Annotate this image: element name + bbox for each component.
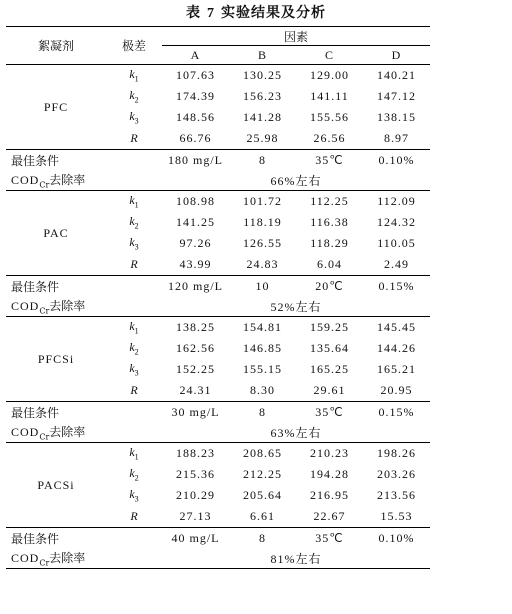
empty-cell xyxy=(106,276,162,297)
header-col-d: D xyxy=(363,46,430,65)
value-cell: 2.49 xyxy=(384,257,409,271)
range-label xyxy=(106,443,162,465)
range-symbol: k xyxy=(129,340,135,355)
value-cell: 15.53 xyxy=(380,509,413,523)
empty-cell xyxy=(106,402,162,423)
range-subscript: 2 xyxy=(134,473,139,483)
range-subscript: 1 xyxy=(134,74,139,84)
empty-cell xyxy=(106,548,162,569)
range-symbol: k xyxy=(129,235,135,250)
value-cell: 27.13 xyxy=(179,509,212,523)
value-cell: 141.25 xyxy=(176,215,215,229)
caption-prefix: 表 xyxy=(186,5,201,21)
cod-label-main: COD xyxy=(11,298,40,313)
value-cell: 124.32 xyxy=(377,215,416,229)
best-condition-row xyxy=(6,528,430,549)
value-cell: 135.64 xyxy=(310,341,349,355)
cod-label-sub: Cr xyxy=(39,558,50,568)
range-symbol: k xyxy=(129,319,135,334)
flocculant-name: PFCSi xyxy=(37,351,75,366)
empty-cell xyxy=(106,422,162,443)
value-cell: 101.72 xyxy=(243,194,282,208)
cod-removal-value: 81%左右 xyxy=(162,548,430,569)
range-subscript: 1 xyxy=(134,200,139,210)
table-header xyxy=(6,27,430,65)
best-condition-value: 8 xyxy=(229,528,296,549)
range-symbol: k xyxy=(129,361,135,376)
range-subscript: 2 xyxy=(134,221,139,231)
empty-cell xyxy=(106,170,162,191)
value-cell: 212.25 xyxy=(243,467,282,481)
value-cell: 148.56 xyxy=(176,110,215,124)
value-cell: 141.28 xyxy=(243,110,282,124)
value-cell: 107.63 xyxy=(176,68,215,82)
range-label xyxy=(106,65,162,87)
value-cell: 154.81 xyxy=(243,320,282,334)
best-condition-label: 最佳条件 xyxy=(6,528,106,549)
range-label xyxy=(106,86,162,107)
value-cell: 108.98 xyxy=(176,194,215,208)
value-cell: 174.39 xyxy=(176,89,215,103)
range-subscript: 3 xyxy=(134,368,139,378)
best-condition-row xyxy=(6,402,430,423)
header-flocculant: 絮凝剂 xyxy=(6,27,106,65)
value-cell: 8.30 xyxy=(250,383,275,397)
value-cell: 198.26 xyxy=(377,446,416,460)
cod-label-rest: 去除率 xyxy=(49,550,86,565)
value-cell: 152.25 xyxy=(176,362,215,376)
cod-removal-label xyxy=(6,548,106,569)
value-cell: 210.23 xyxy=(310,446,349,460)
range-subscript: 2 xyxy=(134,95,139,105)
range-label xyxy=(106,380,162,402)
cod-removal-value: 52%左右 xyxy=(162,296,430,317)
range-symbol: k xyxy=(129,109,135,124)
best-condition-value: 35℃ xyxy=(296,402,363,423)
value-cell: 126.55 xyxy=(243,236,282,250)
value-cell: 118.19 xyxy=(243,215,282,229)
cod-removal-label xyxy=(6,422,106,443)
table-body xyxy=(6,65,430,569)
value-cell: 138.15 xyxy=(377,110,416,124)
range-subscript: 2 xyxy=(134,347,139,357)
best-condition-label: 最佳条件 xyxy=(6,276,106,297)
range-symbol: R xyxy=(130,509,138,523)
range-symbol: R xyxy=(130,257,138,271)
range-label xyxy=(106,107,162,128)
range-subscript: 3 xyxy=(134,116,139,126)
range-symbol: k xyxy=(129,193,135,208)
value-cell: 116.38 xyxy=(310,215,349,229)
header-col-b: B xyxy=(229,46,296,65)
value-cell: 215.36 xyxy=(176,467,215,481)
value-cell: 144.26 xyxy=(377,341,416,355)
cod-label-main: COD xyxy=(11,550,40,565)
value-cell: 155.15 xyxy=(243,362,282,376)
range-label xyxy=(106,485,162,506)
best-condition-value: 40 mg/L xyxy=(162,528,229,549)
range-symbol: k xyxy=(129,466,135,481)
empty-cell xyxy=(106,150,162,171)
range-label xyxy=(106,338,162,359)
value-cell: 159.25 xyxy=(310,320,349,334)
best-condition-value: 35℃ xyxy=(296,150,363,171)
flocculant-name: PAC xyxy=(43,225,69,240)
range-symbol: k xyxy=(129,214,135,229)
table-caption xyxy=(0,2,512,22)
value-cell: 24.31 xyxy=(179,383,212,397)
value-cell: 216.95 xyxy=(310,488,349,502)
best-condition-value: 0.15% xyxy=(363,402,430,423)
range-label xyxy=(106,191,162,213)
value-cell: 162.56 xyxy=(176,341,215,355)
value-cell: 203.26 xyxy=(377,467,416,481)
value-cell: 147.12 xyxy=(377,89,416,103)
range-label xyxy=(106,317,162,339)
value-cell: 165.21 xyxy=(377,362,416,376)
best-condition-value: 8 xyxy=(229,150,296,171)
value-cell: 210.29 xyxy=(176,488,215,502)
value-cell: 26.56 xyxy=(313,131,346,145)
factor-row xyxy=(6,317,430,339)
value-cell: 25.98 xyxy=(246,131,279,145)
value-cell: 24.83 xyxy=(246,257,279,271)
best-condition-value: 35℃ xyxy=(296,528,363,549)
best-condition-value: 120 mg/L xyxy=(162,276,229,297)
factor-row xyxy=(6,65,430,87)
range-label xyxy=(106,464,162,485)
range-symbol: R xyxy=(130,131,138,145)
cod-label-rest: 去除率 xyxy=(49,424,86,439)
header-range: 极差 xyxy=(106,27,162,65)
cod-label-sub: Cr xyxy=(39,180,50,190)
cod-label-main: COD xyxy=(11,172,40,187)
header-col-c: C xyxy=(296,46,363,65)
caption-text: 实验结果及分析 xyxy=(221,5,326,21)
range-label xyxy=(106,212,162,233)
range-symbol: k xyxy=(129,88,135,103)
cod-removal-label xyxy=(6,296,106,317)
value-cell: 205.64 xyxy=(243,488,282,502)
factor-row xyxy=(6,443,430,465)
value-cell: 194.28 xyxy=(310,467,349,481)
value-cell: 66.76 xyxy=(179,131,212,145)
range-subscript: 1 xyxy=(134,326,139,336)
value-cell: 22.67 xyxy=(313,509,346,523)
value-cell: 118.29 xyxy=(310,236,349,250)
cod-removal-row xyxy=(6,548,430,569)
best-condition-value: 8 xyxy=(229,402,296,423)
value-cell: 146.85 xyxy=(243,341,282,355)
range-subscript: 1 xyxy=(134,452,139,462)
cod-removal-row xyxy=(6,422,430,443)
best-condition-value: 30 mg/L xyxy=(162,402,229,423)
value-cell: 6.61 xyxy=(250,509,275,523)
factor-row xyxy=(6,191,430,213)
value-cell: 213.56 xyxy=(377,488,416,502)
value-cell: 156.23 xyxy=(243,89,282,103)
value-cell: 112.09 xyxy=(377,194,416,208)
value-cell: 8.97 xyxy=(384,131,409,145)
range-symbol: k xyxy=(129,67,135,82)
range-label xyxy=(106,254,162,276)
empty-cell xyxy=(106,528,162,549)
value-cell: 130.25 xyxy=(243,68,282,82)
cod-label-sub: Cr xyxy=(39,432,50,442)
cod-label-rest: 去除率 xyxy=(49,172,86,187)
header-factors: 因素 xyxy=(162,27,430,46)
value-cell: 20.95 xyxy=(380,383,413,397)
range-symbol: R xyxy=(130,383,138,397)
cod-removal-label xyxy=(6,170,106,191)
value-cell: 112.25 xyxy=(310,194,349,208)
range-symbol: k xyxy=(129,487,135,502)
empty-cell xyxy=(106,296,162,317)
value-cell: 188.23 xyxy=(176,446,215,460)
value-cell: 138.25 xyxy=(176,320,215,334)
caption-number: 7 xyxy=(207,6,215,21)
best-condition-value: 180 mg/L xyxy=(162,150,229,171)
value-cell: 155.56 xyxy=(310,110,349,124)
best-condition-row xyxy=(6,150,430,171)
value-cell: 141.11 xyxy=(310,89,349,103)
best-condition-value: 0.10% xyxy=(363,528,430,549)
range-label xyxy=(106,506,162,528)
cod-removal-row xyxy=(6,170,430,191)
value-cell: 129.00 xyxy=(310,68,349,82)
range-label xyxy=(106,233,162,254)
best-condition-value: 10 xyxy=(229,276,296,297)
value-cell: 165.25 xyxy=(310,362,349,376)
best-condition-value: 0.10% xyxy=(363,150,430,171)
value-cell: 145.45 xyxy=(377,320,416,334)
value-cell: 6.04 xyxy=(317,257,342,271)
range-subscript: 3 xyxy=(134,242,139,252)
range-symbol: k xyxy=(129,445,135,460)
cod-label-sub: Cr xyxy=(39,306,50,316)
range-label xyxy=(106,359,162,380)
flocculant-name: PFC xyxy=(43,99,69,114)
value-cell: 43.99 xyxy=(179,257,212,271)
value-cell: 110.05 xyxy=(377,236,416,250)
cod-label-rest: 去除率 xyxy=(49,298,86,313)
cod-removal-row xyxy=(6,296,430,317)
best-condition-value: 0.15% xyxy=(363,276,430,297)
value-cell: 208.65 xyxy=(243,446,282,460)
cod-label-main: COD xyxy=(11,424,40,439)
header-col-a: A xyxy=(162,46,229,65)
value-cell: 140.21 xyxy=(377,68,416,82)
best-condition-label: 最佳条件 xyxy=(6,150,106,171)
best-condition-value: 20℃ xyxy=(296,276,363,297)
range-label xyxy=(106,128,162,150)
cod-removal-value: 66%左右 xyxy=(162,170,430,191)
value-cell: 29.61 xyxy=(313,383,346,397)
cod-removal-value: 63%左右 xyxy=(162,422,430,443)
best-condition-row xyxy=(6,276,430,297)
value-cell: 97.26 xyxy=(179,236,212,250)
flocculant-name: PACSi xyxy=(37,477,75,492)
range-subscript: 3 xyxy=(134,494,139,504)
best-condition-label: 最佳条件 xyxy=(6,402,106,423)
results-table xyxy=(6,26,430,569)
